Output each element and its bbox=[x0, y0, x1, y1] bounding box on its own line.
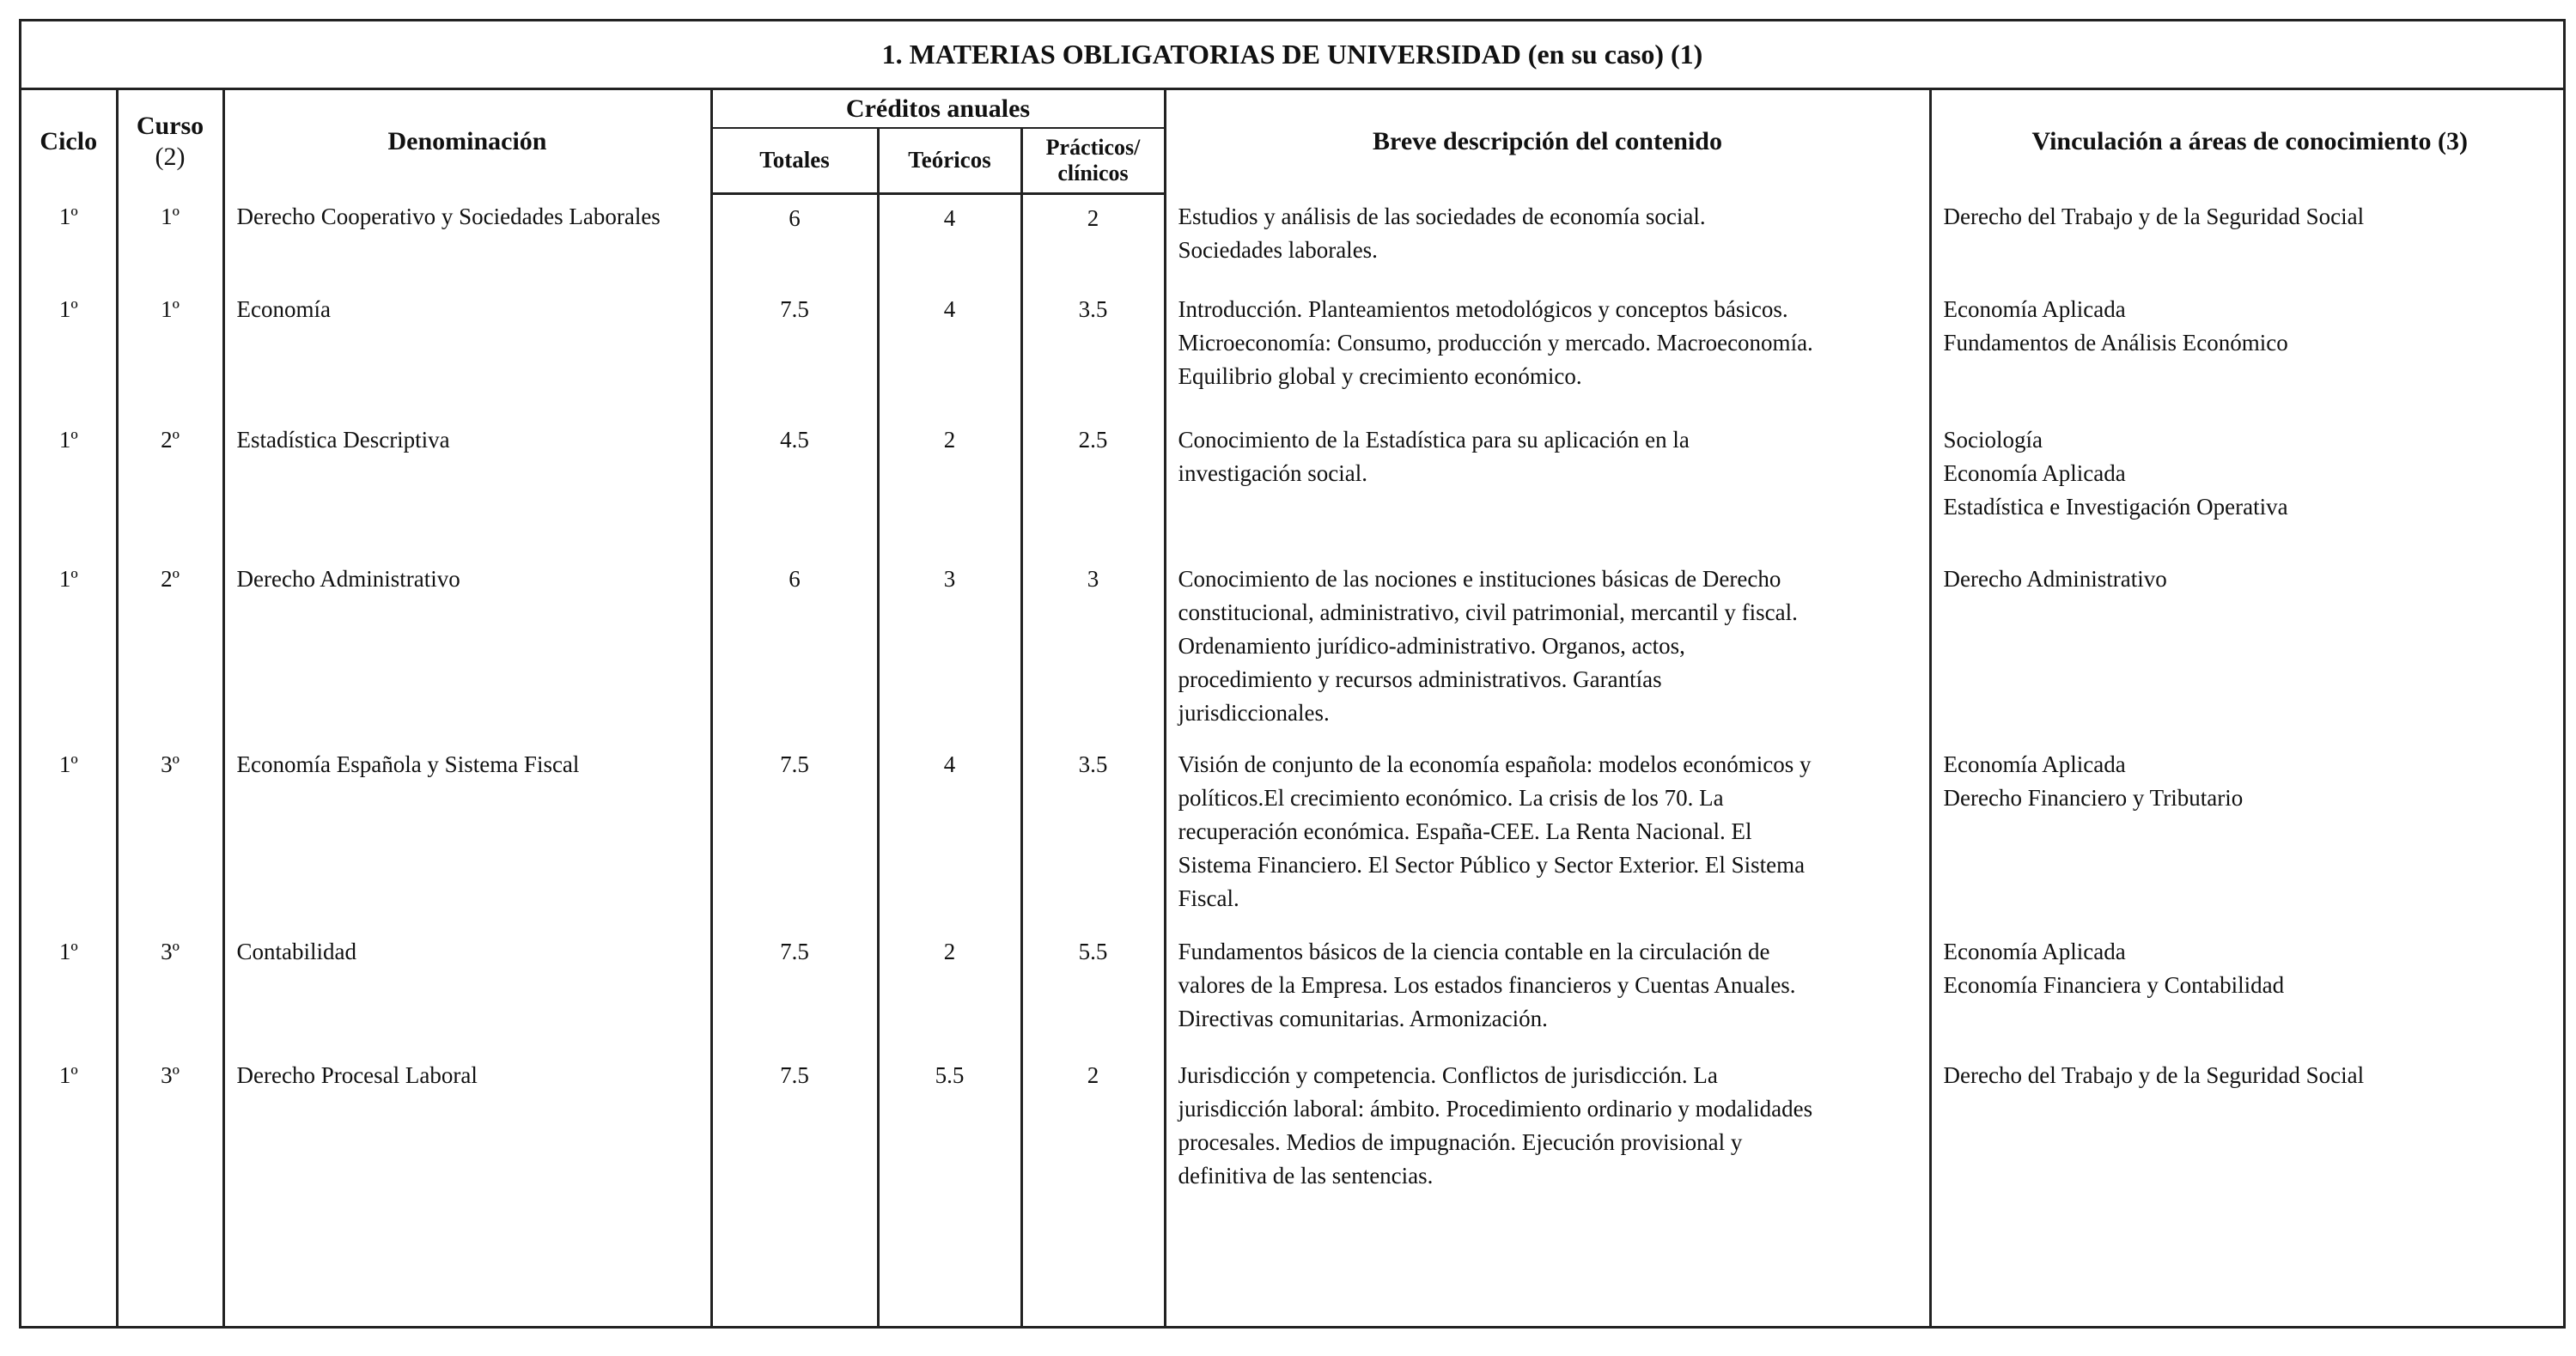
filler-cell bbox=[117, 1301, 223, 1326]
header-practicos bbox=[1021, 128, 1165, 193]
cell-teoricos: 3 bbox=[878, 556, 1021, 741]
cell-practicos: 5.5 bbox=[1021, 928, 1165, 1052]
knowledge-area-line: Derecho del Trabajo y de la Seguridad Social bbox=[1943, 204, 2365, 229]
knowledge-area-line: Economía Aplicada bbox=[1943, 460, 2126, 486]
cell-descripcion bbox=[1165, 417, 1930, 556]
description-line: Microeconomía: Consumo, producción y mercado. Macroeconomía. bbox=[1178, 330, 1813, 356]
cell-teoricos: 2 bbox=[878, 417, 1021, 556]
description-line: Equilibrio global y crecimiento económico. bbox=[1178, 363, 1582, 389]
knowledge-area-line: Economía Aplicada bbox=[1943, 751, 2126, 777]
cell-vinculacion bbox=[1930, 741, 2568, 928]
filler-cell bbox=[223, 1301, 711, 1326]
table-row bbox=[21, 741, 2568, 928]
description-line: Fundamentos básicos de la ciencia contable en la circulación de bbox=[1178, 939, 1770, 964]
cell-totales: 4.5 bbox=[711, 417, 878, 556]
cell-ciclo: 1º bbox=[58, 751, 78, 777]
table-row bbox=[21, 417, 2568, 556]
cell-denominacion: Derecho Cooperativo y Sociedades Laborales bbox=[223, 193, 711, 286]
cell-curso: 3º bbox=[117, 1052, 223, 1301]
cell-curso: 2º bbox=[117, 417, 223, 556]
knowledge-area-line: Fundamentos de Análisis Económico bbox=[1943, 330, 2288, 356]
header-creditos: Créditos anuales bbox=[711, 90, 1165, 128]
cell-teoricos: 4 bbox=[878, 193, 1021, 286]
cell-vinculacion bbox=[1930, 928, 2568, 1052]
cell-denominacion: Economía bbox=[223, 286, 711, 417]
knowledge-area-line: Economía Aplicada bbox=[1943, 939, 2126, 964]
cell-totales: 6 bbox=[711, 556, 878, 741]
cell-curso: 1º bbox=[117, 193, 223, 286]
cell-vinculacion bbox=[1930, 417, 2568, 556]
cell-totales: 7.5 bbox=[711, 741, 878, 928]
table-row bbox=[21, 286, 2568, 417]
table-row bbox=[21, 556, 2568, 741]
filler-row bbox=[21, 1301, 2568, 1326]
description-line: Conocimiento de la Estadística para su aplicación en la bbox=[1178, 427, 1690, 453]
description-line: valores de la Empresa. Los estados financieros y Cuentas Anuales. bbox=[1178, 972, 1796, 998]
cell-ciclo: 1º bbox=[58, 939, 78, 964]
filler-cell bbox=[1021, 1301, 1165, 1326]
cell-totales: 7.5 bbox=[711, 286, 878, 417]
filler-cell bbox=[21, 1301, 117, 1326]
header-vinculacion: Vinculación a áreas de conocimiento (3) bbox=[1930, 90, 2568, 193]
description-line: Jurisdicción y competencia. Conflictos de jurisdicción. La bbox=[1178, 1062, 1718, 1088]
table-row bbox=[21, 1052, 2568, 1301]
cell-curso: 3º bbox=[117, 928, 223, 1052]
description-line: Directivas comunitarias. Armonización. bbox=[1178, 1006, 1548, 1031]
table-body bbox=[21, 193, 2568, 1326]
cell-descripcion bbox=[1165, 1052, 1930, 1301]
cell-totales: 7.5 bbox=[711, 1052, 878, 1301]
header-curso bbox=[117, 90, 223, 193]
cell-ciclo: 1º bbox=[58, 296, 78, 322]
cell-teoricos: 4 bbox=[878, 286, 1021, 417]
cell-vinculacion bbox=[1930, 1052, 2568, 1301]
filler-cell bbox=[1165, 1301, 1930, 1326]
cell-ciclo: 1º bbox=[58, 1062, 78, 1088]
cell-practicos: 2.5 bbox=[1021, 417, 1165, 556]
filler-cell bbox=[711, 1301, 878, 1326]
cell-descripcion bbox=[1165, 928, 1930, 1052]
knowledge-area-line: Sociología bbox=[1943, 427, 2043, 453]
header-practicos-line1: Prácticos/ bbox=[1045, 134, 1141, 160]
cell-denominacion: Economía Española y Sistema Fiscal bbox=[223, 741, 711, 928]
cell-vinculacion bbox=[1930, 286, 2568, 417]
description-line: Estudios y análisis de las sociedades de economía social. bbox=[1178, 204, 1706, 229]
cell-practicos: 2 bbox=[1021, 193, 1165, 286]
description-line: Visión de conjunto de la economía española: modelos económicos y bbox=[1178, 751, 1812, 777]
cell-denominacion: Estadística Descriptiva bbox=[223, 417, 711, 556]
description-line: definitiva de las sentencias. bbox=[1178, 1163, 1434, 1189]
cell-descripcion bbox=[1165, 741, 1930, 928]
description-line: jurisdiccionales. bbox=[1178, 700, 1330, 726]
description-line: políticos.El crecimiento económico. La crisis de los 70. La bbox=[1178, 785, 1724, 811]
description-line: investigación social. bbox=[1178, 460, 1367, 486]
cell-denominacion: Derecho Procesal Laboral bbox=[223, 1052, 711, 1301]
knowledge-area-line: Economía Aplicada bbox=[1943, 296, 2126, 322]
subjects-table-sheet bbox=[19, 19, 2566, 1329]
header-totales: Totales bbox=[711, 128, 878, 193]
table-title: 1. MATERIAS OBLIGATORIAS DE UNIVERSIDAD (en su caso) (1) bbox=[21, 21, 2563, 90]
knowledge-area-line: Derecho del Trabajo y de la Seguridad Social bbox=[1943, 1062, 2365, 1088]
description-line: constitucional, administrativo, civil patrimonial, mercantil y fiscal. bbox=[1178, 599, 1798, 625]
cell-totales: 7.5 bbox=[711, 928, 878, 1052]
cell-practicos: 3 bbox=[1021, 556, 1165, 741]
description-line: Sistema Financiero. El Sector Público y Sector Exterior. El Sistema bbox=[1178, 852, 1806, 878]
knowledge-area-line: Derecho Administrativo bbox=[1943, 566, 2167, 592]
cell-practicos: 3.5 bbox=[1021, 741, 1165, 928]
description-line: procedimiento y recursos administrativos. Garantías bbox=[1178, 666, 1662, 692]
cell-descripcion bbox=[1165, 193, 1930, 286]
cell-ciclo: 1º bbox=[58, 427, 78, 453]
cell-ciclo: 1º bbox=[58, 566, 78, 592]
cell-teoricos: 5.5 bbox=[878, 1052, 1021, 1301]
description-line: jurisdicción laboral: ámbito. Procedimiento ordinario y modalidades bbox=[1178, 1096, 1813, 1122]
description-line: Ordenamiento jurídico-administrativo. Organos, actos, bbox=[1178, 633, 1685, 659]
header-descripcion: Breve descripción del contenido bbox=[1165, 90, 1930, 193]
cell-curso: 1º bbox=[117, 286, 223, 417]
description-line: procesales. Medios de impugnación. Ejecución provisional y bbox=[1178, 1129, 1743, 1155]
cell-curso: 3º bbox=[117, 741, 223, 928]
description-line: recuperación económica. España-CEE. La Renta Nacional. El bbox=[1178, 818, 1752, 844]
cell-denominacion: Contabilidad bbox=[223, 928, 711, 1052]
header-curso-note: (2) bbox=[155, 143, 186, 171]
header-teoricos: Teóricos bbox=[878, 128, 1021, 193]
description-line: Fiscal. bbox=[1178, 885, 1239, 911]
table-row bbox=[21, 193, 2568, 286]
description-line: Introducción. Planteamientos metodológicos y conceptos básicos. bbox=[1178, 296, 1788, 322]
knowledge-area-line: Estadística e Investigación Operativa bbox=[1943, 494, 2288, 520]
description-line: Conocimiento de las nociones e instituciones básicas de Derecho bbox=[1178, 566, 1781, 592]
cell-descripcion bbox=[1165, 556, 1930, 741]
header-ciclo: Ciclo bbox=[40, 127, 98, 155]
header-denominacion: Denominación bbox=[223, 90, 711, 193]
knowledge-area-line: Economía Financiera y Contabilidad bbox=[1943, 972, 2285, 998]
cell-teoricos: 2 bbox=[878, 928, 1021, 1052]
cell-teoricos: 4 bbox=[878, 741, 1021, 928]
cell-denominacion: Derecho Administrativo bbox=[223, 556, 711, 741]
cell-totales: 6 bbox=[711, 193, 878, 286]
filler-cell bbox=[878, 1301, 1021, 1326]
description-line: Sociedades laborales. bbox=[1178, 237, 1378, 263]
cell-descripcion bbox=[1165, 286, 1930, 417]
header-curso-label: Curso bbox=[136, 112, 204, 140]
filler-cell bbox=[1930, 1301, 2568, 1326]
cell-curso: 2º bbox=[117, 556, 223, 741]
knowledge-area-line: Derecho Financiero y Tributario bbox=[1943, 785, 2244, 811]
header-practicos-line2: clínicos bbox=[1057, 160, 1129, 185]
cell-ciclo: 1º bbox=[58, 204, 78, 229]
subjects-table bbox=[21, 90, 2568, 1326]
cell-practicos: 2 bbox=[1021, 1052, 1165, 1301]
cell-vinculacion bbox=[1930, 193, 2568, 286]
table-row bbox=[21, 928, 2568, 1052]
cell-vinculacion bbox=[1930, 556, 2568, 741]
cell-practicos: 3.5 bbox=[1021, 286, 1165, 417]
